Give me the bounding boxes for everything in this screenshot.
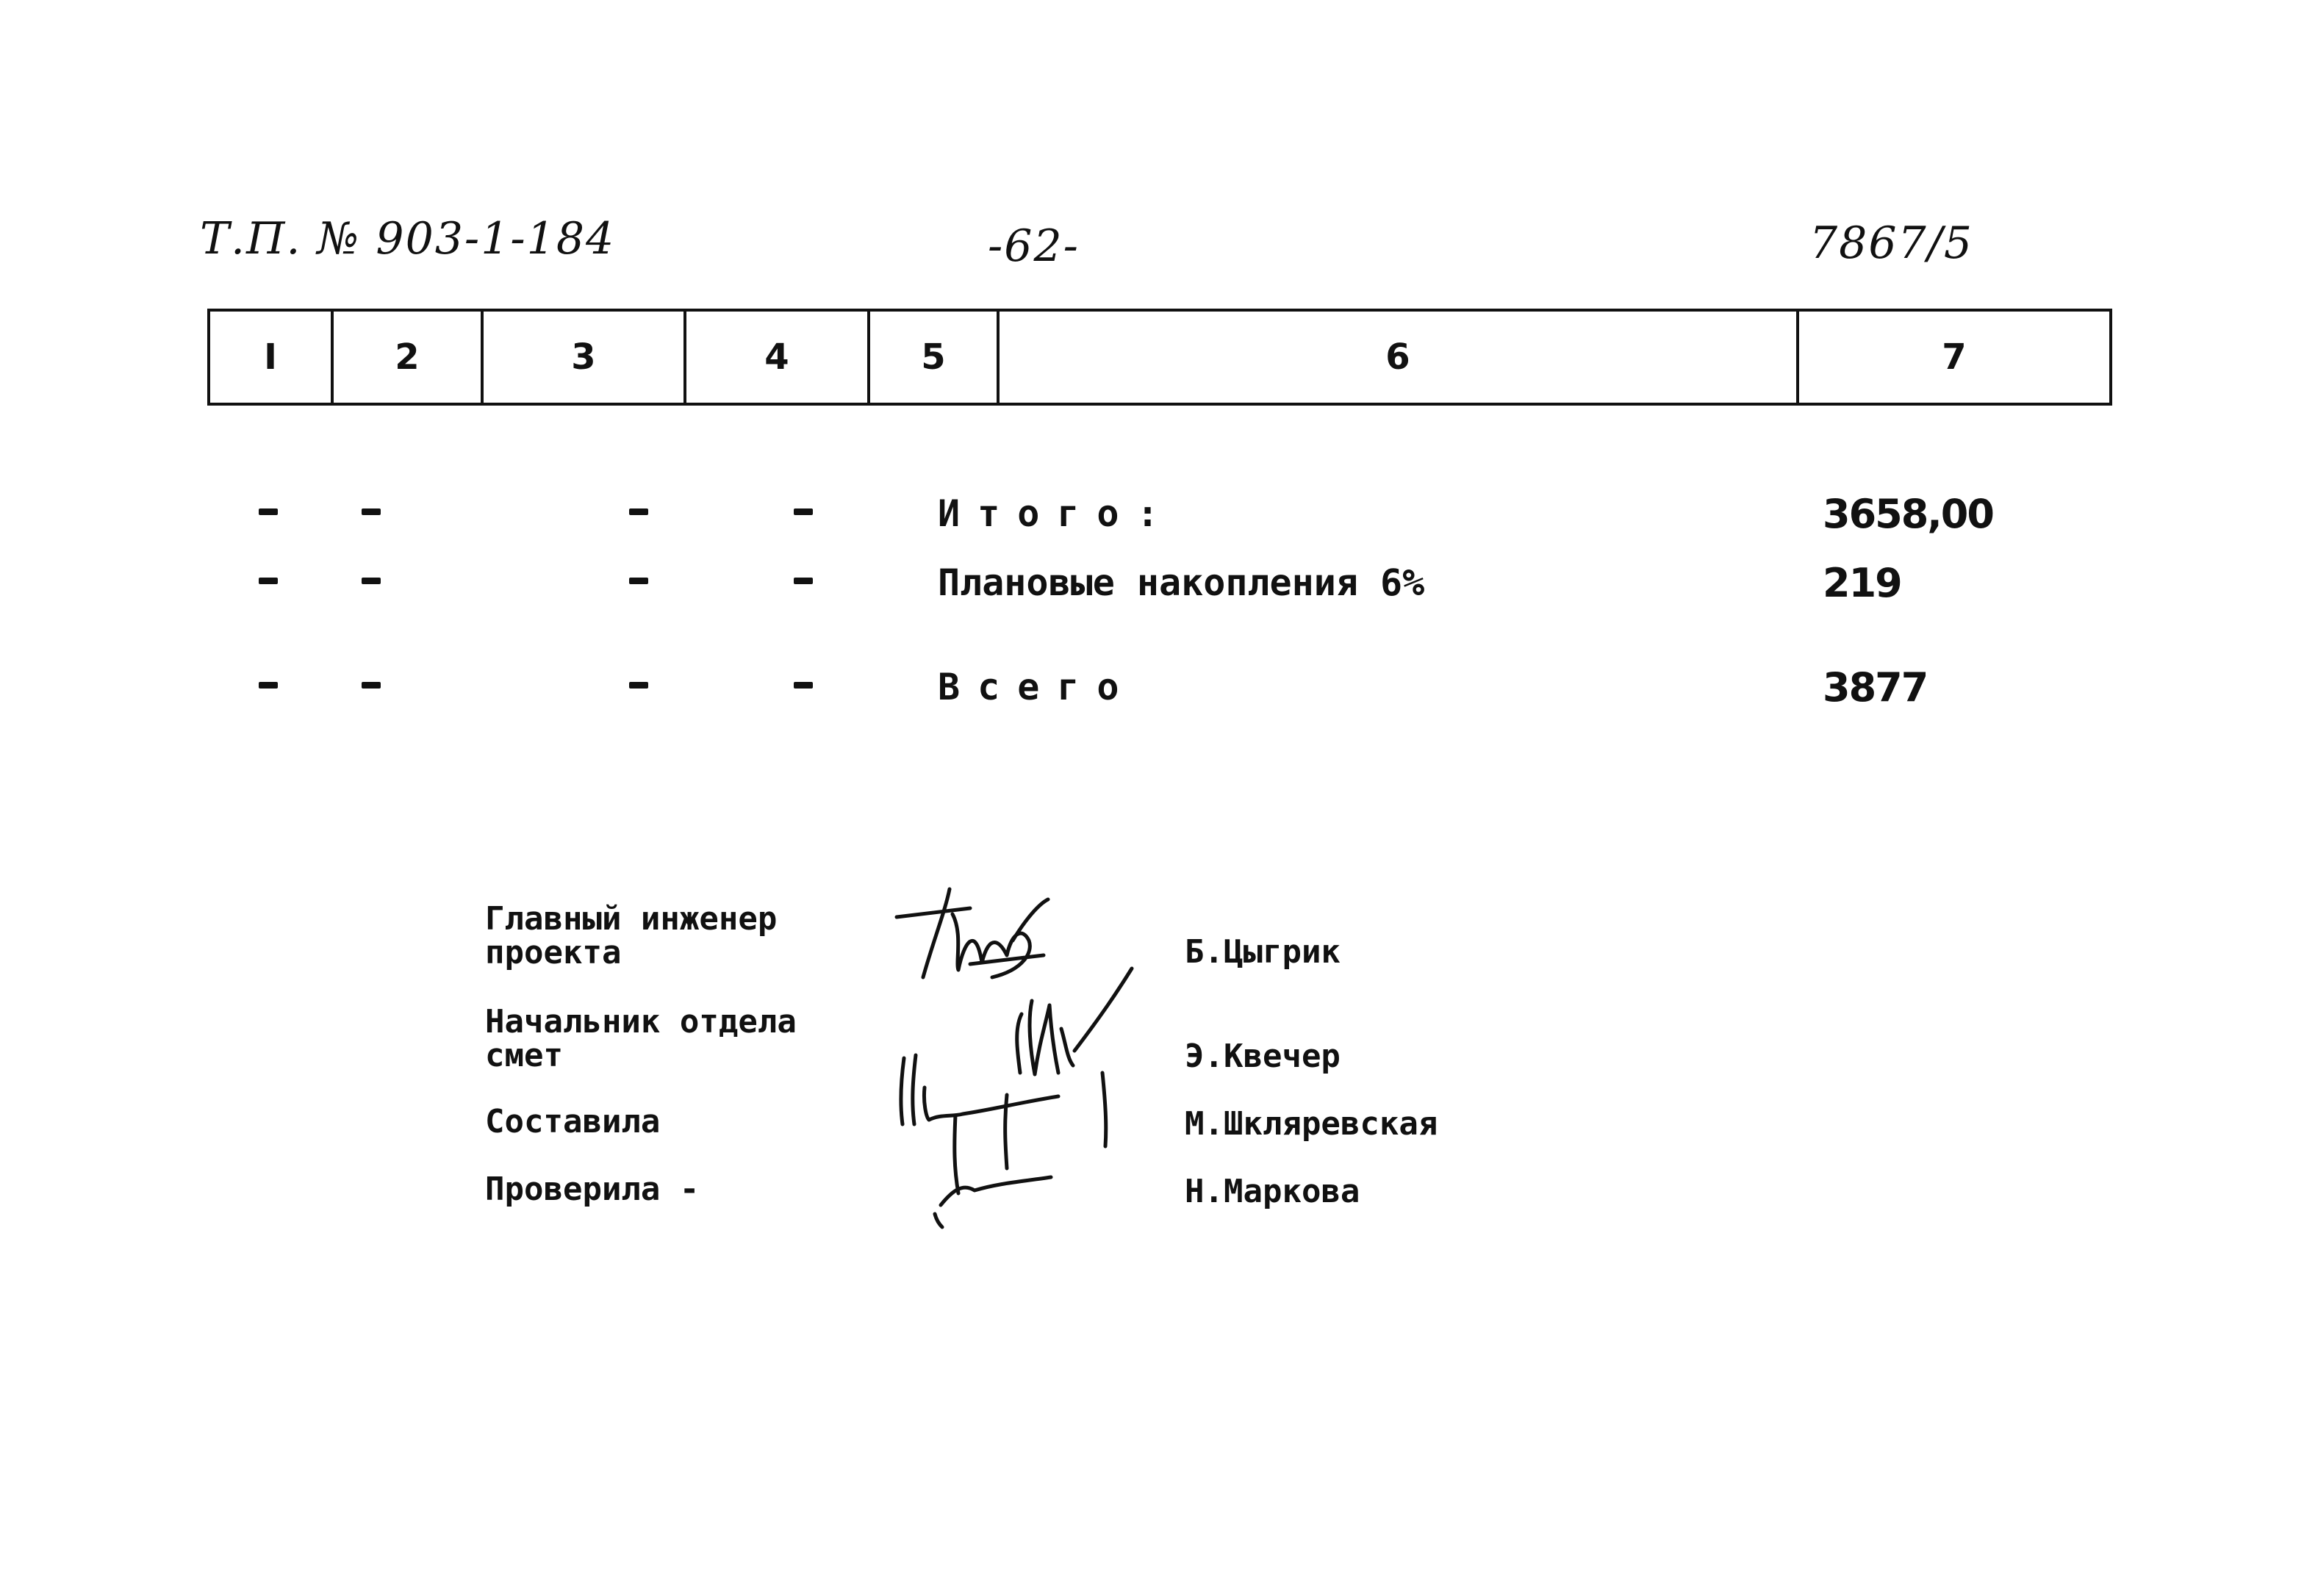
project-code: Т.П. № 903-1-184 bbox=[200, 213, 616, 265]
name-checked-by: Н.Маркова bbox=[1185, 1173, 1360, 1210]
column-header-5: 5 bbox=[870, 312, 1000, 403]
role-compiled-by: Составила bbox=[485, 1103, 661, 1140]
dash-col-1 bbox=[259, 682, 278, 689]
grand-total-value: 3877 bbox=[1823, 664, 1928, 711]
totals-row-vsego bbox=[0, 660, 2318, 711]
name-head-of-estimates: Э.Квечер bbox=[1185, 1038, 1341, 1075]
planned-savings-value: 219 bbox=[1823, 560, 1901, 606]
column-header-4: 4 bbox=[686, 312, 870, 403]
sheet-code: 7867/5 bbox=[1809, 218, 1974, 269]
signature-chief-engineer bbox=[897, 889, 1048, 977]
column-header-2: 2 bbox=[334, 312, 484, 403]
totals-label: Итого: bbox=[938, 492, 1177, 535]
totals-row-itogo bbox=[0, 486, 2318, 538]
dash-col-4 bbox=[794, 682, 813, 689]
name-compiled-by: М.Шкляревская bbox=[1185, 1105, 1438, 1143]
signature-head-of-estimates bbox=[1017, 968, 1132, 1074]
dash-col-2 bbox=[362, 578, 381, 584]
dash-col-4 bbox=[794, 578, 813, 584]
dash-col-3 bbox=[629, 578, 648, 584]
column-header-1: I bbox=[210, 312, 334, 403]
dash-col-3 bbox=[629, 508, 648, 515]
grand-total-label: Всего bbox=[938, 666, 1137, 708]
role-chief-engineer: Главный инженер проекта bbox=[485, 900, 778, 971]
dash-col-2 bbox=[362, 682, 381, 689]
name-chief-engineer: Б.Цыгрик bbox=[1185, 933, 1341, 971]
handwritten-signatures bbox=[882, 882, 1205, 1234]
role-head-of-estimates: Начальник отдела смет bbox=[485, 1003, 797, 1074]
totals-row-planned-savings bbox=[0, 556, 2318, 607]
column-header-table bbox=[207, 309, 2112, 406]
planned-savings-label: Плановые накопления 6% bbox=[938, 561, 1425, 604]
page-number: -62- bbox=[988, 220, 1080, 272]
column-header-3: 3 bbox=[484, 312, 686, 403]
dash-col-4 bbox=[794, 508, 813, 515]
dash-col-3 bbox=[629, 682, 648, 689]
totals-value: 3658,00 bbox=[1823, 491, 1993, 537]
dash-col-1 bbox=[259, 578, 278, 584]
dash-col-2 bbox=[362, 508, 381, 515]
column-header-6: 6 bbox=[1000, 312, 1799, 403]
dash-col-1 bbox=[259, 508, 278, 515]
column-header-7: 7 bbox=[1942, 337, 1967, 378]
role-checked-by: Проверила - bbox=[485, 1171, 700, 1208]
